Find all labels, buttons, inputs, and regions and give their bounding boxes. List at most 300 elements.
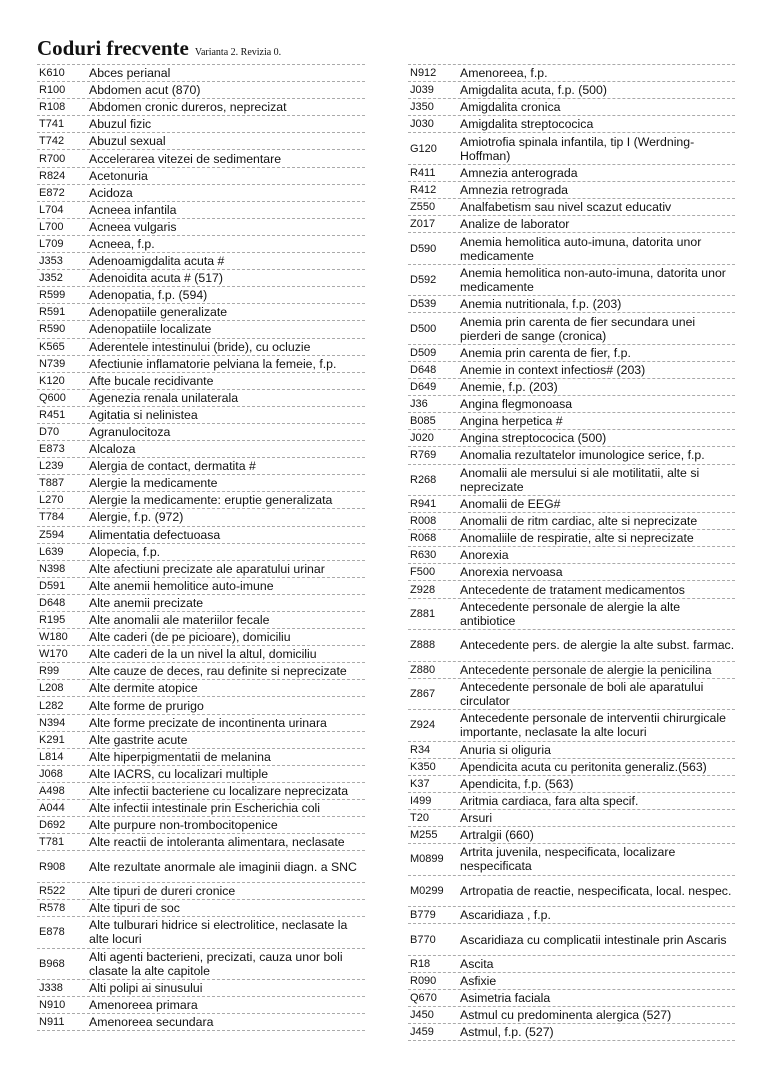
code-row — [408, 496, 735, 513]
diagnosis-code: Z928 — [410, 583, 436, 596]
diagnosis-description: Anemia hemolitica non-auto-imuna, datorita unor medicamente — [460, 266, 726, 294]
code-row — [408, 379, 735, 396]
code-row — [408, 844, 735, 876]
diagnosis-description: Astmul, f.p. (527) — [460, 1025, 554, 1040]
diagnosis-description: Anemie in context infectios# (203) — [460, 362, 646, 377]
page-subtitle: Varianta 2. Revizia 0. — [194, 47, 282, 58]
diagnosis-code: J459 — [410, 1026, 434, 1039]
code-row — [37, 150, 365, 167]
diagnosis-code: R941 — [410, 498, 437, 511]
diagnosis-code: R412 — [410, 184, 437, 197]
code-row — [37, 1014, 365, 1031]
diagnosis-description: Abdomen acut (870) — [89, 83, 201, 98]
code-row — [408, 430, 735, 447]
diagnosis-code: J36 — [410, 398, 428, 411]
diagnosis-code: R068 — [410, 532, 437, 545]
diagnosis-description: Agranulocitoza — [89, 425, 171, 440]
diagnosis-description: Alte dermite atopice — [89, 681, 198, 696]
code-row — [37, 492, 365, 509]
code-row — [37, 253, 365, 270]
diagnosis-description: Alti agenti bacterieni, precizati, cauza unor boli clasate la alte capitole — [89, 949, 343, 978]
diagnosis-description: Acetonuria — [89, 168, 148, 183]
diagnosis-code: L704 — [39, 203, 64, 216]
code-row — [37, 883, 365, 900]
code-row — [37, 458, 365, 475]
diagnosis-description: Abdomen cronic dureros, neprecizat — [89, 100, 287, 115]
code-row — [408, 82, 735, 99]
diagnosis-description: Alergie, f.p. (972) — [89, 510, 184, 525]
code-row — [408, 827, 735, 844]
diagnosis-description: Anorexia — [460, 548, 509, 563]
diagnosis-code: T784 — [39, 511, 65, 524]
diagnosis-code: D648 — [39, 596, 66, 609]
diagnosis-description: Acidoza — [89, 185, 133, 200]
diagnosis-description: Anomalii de ritm cardiac, alte si neprecizate — [460, 514, 698, 529]
diagnosis-description: Alte tulburari hidrice si electrolitice, neclasate la alte locuri — [89, 918, 348, 947]
diagnosis-description: Amigdalita cronica — [460, 100, 561, 115]
diagnosis-description: Anomaliile de respiratie, alte si neprecizate — [460, 531, 694, 546]
diagnosis-description: Antecedente personale de alergie la alte antibiotice — [460, 599, 681, 628]
code-row — [37, 304, 365, 321]
diagnosis-description: Afectiunie inflamatorie pelviana la femeie, f.p. — [89, 356, 337, 371]
code-row — [408, 759, 735, 776]
diagnosis-description: Agitatia si nelinistea — [89, 407, 198, 422]
code-row — [37, 168, 365, 185]
diagnosis-code: T887 — [39, 477, 65, 490]
diagnosis-code: M0899 — [410, 853, 444, 866]
code-row — [408, 810, 735, 827]
code-row — [408, 296, 735, 313]
diagnosis-code: Z888 — [410, 639, 436, 652]
diagnosis-description: Aderentele intestinului (bride), cu ocluzie — [89, 339, 311, 354]
diagnosis-description: Artrita juvenila, nespecificata, localizare nespecificata — [460, 845, 676, 874]
diagnosis-code: B968 — [39, 957, 65, 970]
code-row — [37, 424, 365, 441]
code-row — [408, 413, 735, 430]
code-row — [37, 321, 365, 338]
code-row — [37, 527, 365, 544]
diagnosis-description: Amigdalita streptococica — [460, 117, 594, 132]
diagnosis-code: Z867 — [410, 687, 436, 700]
diagnosis-description: Alte tipuri de soc — [89, 900, 180, 915]
code-row — [408, 216, 735, 233]
code-row — [408, 182, 735, 199]
diagnosis-code: D509 — [410, 346, 437, 359]
diagnosis-code: Z594 — [39, 528, 65, 541]
diagnosis-description: Alte cauze de deces, rau definite si neprecizate — [89, 664, 347, 679]
diagnosis-code: R008 — [410, 515, 437, 528]
diagnosis-description: Artropatia de reactie, nespecificata, local. nespec. — [460, 883, 732, 898]
diagnosis-description: Alte IACRS, cu localizari multiple — [89, 766, 269, 781]
diagnosis-description: Alte infectii intestinale prin Escherichia coli — [89, 801, 321, 816]
diagnosis-description: Anomalii de EEG# — [460, 497, 561, 512]
code-row — [408, 165, 735, 182]
diagnosis-description: Astmul cu predominenta alergica (527) — [460, 1008, 672, 1023]
diagnosis-code: K291 — [39, 733, 65, 746]
code-row — [37, 270, 365, 287]
diagnosis-description: Alte infectii bacteriene cu localizare neprecizata — [89, 783, 349, 798]
diagnosis-code: R824 — [39, 169, 66, 182]
diagnosis-description: Alte anemii precizate — [89, 595, 204, 610]
code-row — [37, 851, 365, 883]
page-title: Coduri frecvente — [37, 36, 189, 60]
code-row — [408, 599, 735, 631]
code-row — [408, 742, 735, 759]
code-row — [37, 509, 365, 526]
code-row — [408, 990, 735, 1007]
diagnosis-code: M0299 — [410, 884, 444, 897]
code-row — [37, 817, 365, 834]
diagnosis-code: R700 — [39, 152, 66, 165]
diagnosis-code: R630 — [410, 549, 437, 562]
diagnosis-description: Antecedente personale de interventii chirurgicale importante, neclasate la alte locuri — [460, 711, 726, 740]
diagnosis-description: Analfabetism sau nivel scazut educativ — [460, 200, 672, 215]
code-row — [37, 202, 365, 219]
diagnosis-code: J068 — [39, 767, 63, 780]
code-row — [408, 65, 735, 82]
diagnosis-code: Q670 — [410, 992, 437, 1005]
diagnosis-description: Amenoreea secundara — [89, 1015, 214, 1030]
diagnosis-description: Alte caderi (de pe picioare), domiciliu — [89, 630, 291, 645]
diagnosis-code: R195 — [39, 614, 66, 627]
diagnosis-description: Alte hiperpigmentatii de melanina — [89, 749, 271, 764]
code-row — [37, 949, 365, 981]
diagnosis-description: Adenopatiile generalizate — [89, 305, 228, 320]
code-row — [37, 339, 365, 356]
diagnosis-code: J352 — [39, 272, 63, 285]
diagnosis-code: D590 — [410, 242, 437, 255]
diagnosis-description: Artralgii (660) — [460, 828, 534, 843]
diagnosis-description: Abuzul fizic — [89, 117, 152, 132]
diagnosis-description: Alte anomalii ale materiilor fecale — [89, 613, 270, 628]
diagnosis-description: Alti polipi ai sinusului — [89, 981, 203, 996]
diagnosis-description: Anemia prin carenta de fier, f.p. — [460, 345, 631, 360]
diagnosis-code: L239 — [39, 460, 64, 473]
codes-list-right — [408, 64, 735, 1041]
diagnosis-code: R100 — [39, 84, 66, 97]
code-row — [408, 530, 735, 547]
code-row — [37, 917, 365, 949]
code-row — [37, 629, 365, 646]
code-row — [408, 313, 735, 345]
diagnosis-description: Alte purpure non-trombocitopenice — [89, 818, 278, 833]
diagnosis-code: J030 — [410, 118, 434, 131]
diagnosis-code: Q600 — [39, 391, 66, 404]
diagnosis-code: N739 — [39, 357, 66, 370]
code-row — [37, 544, 365, 561]
code-row — [408, 396, 735, 413]
code-row — [408, 907, 735, 924]
diagnosis-description: Amiotrofia spinala infantila, tip I (Werdning-Hoffman) — [460, 134, 695, 163]
code-row — [408, 265, 735, 297]
diagnosis-description: Abuzul sexual — [89, 134, 166, 149]
diagnosis-description: Ascita — [460, 956, 494, 971]
diagnosis-code: J039 — [410, 84, 434, 97]
diagnosis-code: E873 — [39, 443, 65, 456]
code-row — [408, 679, 735, 711]
diagnosis-code: K610 — [39, 67, 65, 80]
code-row — [408, 133, 735, 165]
diagnosis-description: Alcaloza — [89, 442, 136, 457]
diagnosis-code: B779 — [410, 909, 436, 922]
code-row — [37, 373, 365, 390]
diagnosis-description: Adenoidita acuta # (517) — [89, 271, 223, 286]
code-row — [408, 362, 735, 379]
code-row — [37, 900, 365, 917]
diagnosis-description: Alte rezultate anormale ale imaginii diagn. a SNC — [89, 859, 357, 874]
diagnosis-description: Acneea vulgaris — [89, 219, 177, 234]
code-row — [408, 581, 735, 598]
diagnosis-code: D539 — [410, 298, 437, 311]
diagnosis-description: Antecedente personale de alergie la penicilina — [460, 662, 712, 677]
diagnosis-code: D649 — [410, 381, 437, 394]
diagnosis-description: Antecedente pers. de alergie la alte subst. farmac. — [460, 638, 735, 653]
code-row — [408, 1024, 735, 1041]
diagnosis-code: Z924 — [410, 719, 436, 732]
diagnosis-code: R769 — [410, 449, 437, 462]
code-row — [408, 776, 735, 793]
diagnosis-description: Angina herpetica # — [460, 414, 563, 429]
diagnosis-code: R590 — [39, 323, 66, 336]
diagnosis-code: L639 — [39, 545, 64, 558]
code-row — [37, 356, 365, 373]
diagnosis-description: Afte bucale recidivante — [89, 373, 214, 388]
diagnosis-description: Alte anemii hemolitice auto-imune — [89, 578, 274, 593]
diagnosis-code: L282 — [39, 699, 64, 712]
code-row — [408, 513, 735, 530]
diagnosis-description: Angina flegmonoasa — [460, 397, 573, 412]
diagnosis-code: I499 — [410, 794, 432, 807]
diagnosis-description: Anuria si oliguria — [460, 742, 551, 757]
diagnosis-code: L709 — [39, 237, 64, 250]
diagnosis-code: J338 — [39, 982, 63, 995]
diagnosis-description: Amnezia anterograda — [460, 165, 578, 180]
diagnosis-code: A044 — [39, 802, 65, 815]
diagnosis-description: Asimetria faciala — [460, 991, 551, 1006]
diagnosis-description: Anorexia nervoasa — [460, 565, 563, 580]
diagnosis-code: R99 — [39, 665, 60, 678]
diagnosis-code: T741 — [39, 118, 65, 131]
code-row — [408, 233, 735, 265]
diagnosis-description: Amnezia retrograda — [460, 183, 568, 198]
diagnosis-code: D648 — [410, 363, 437, 376]
code-row — [37, 732, 365, 749]
diagnosis-code: R268 — [410, 473, 437, 486]
diagnosis-code: T781 — [39, 836, 65, 849]
diagnosis-code: D500 — [410, 322, 437, 335]
diagnosis-description: Amenoreea, f.p. — [460, 66, 548, 81]
diagnosis-description: Analize de laborator — [460, 217, 570, 232]
diagnosis-description: Antecedente personale de boli ale aparatului circulator — [460, 679, 704, 708]
code-row — [37, 997, 365, 1014]
diagnosis-code: L700 — [39, 220, 64, 233]
diagnosis-description: Alergie la medicamente: eruptie generalizata — [89, 493, 333, 508]
code-row — [408, 547, 735, 564]
diagnosis-description: Amigdalita acuta, f.p. (500) — [460, 83, 607, 98]
diagnosis-code: L270 — [39, 494, 64, 507]
diagnosis-description: Adenopatiile localizate — [89, 322, 212, 337]
diagnosis-code: R599 — [39, 289, 66, 302]
code-row — [37, 578, 365, 595]
code-row — [37, 82, 365, 99]
diagnosis-description: Amenoreea primara — [89, 998, 198, 1013]
diagnosis-code: D70 — [39, 426, 60, 439]
codes-list-left — [37, 64, 365, 1031]
code-row — [408, 99, 735, 116]
diagnosis-description: Alte gastrite acute — [89, 732, 188, 747]
diagnosis-description: Anemie, f.p. (203) — [460, 380, 558, 395]
code-row — [37, 680, 365, 697]
code-row — [37, 561, 365, 578]
diagnosis-code: W180 — [39, 631, 68, 644]
code-row — [37, 663, 365, 680]
diagnosis-code: D692 — [39, 819, 66, 832]
diagnosis-code: E878 — [39, 926, 65, 939]
code-row — [37, 287, 365, 304]
diagnosis-code: E872 — [39, 186, 65, 199]
diagnosis-code: K350 — [410, 760, 436, 773]
diagnosis-description: Agenezia renala unilaterala — [89, 390, 239, 405]
diagnosis-code: Z550 — [410, 201, 436, 214]
code-row — [37, 116, 365, 133]
diagnosis-code: J350 — [410, 101, 434, 114]
diagnosis-code: F500 — [410, 566, 436, 579]
code-row — [37, 800, 365, 817]
diagnosis-code: D592 — [410, 274, 437, 286]
diagnosis-code: R108 — [39, 101, 66, 114]
diagnosis-description: Anemia prin carenta de fier secundara unei pierderi de sange (cronica) — [460, 314, 696, 343]
code-row — [408, 793, 735, 810]
diagnosis-code: R411 — [410, 166, 436, 179]
diagnosis-description: Acneea infantila — [89, 202, 177, 217]
diagnosis-code: A498 — [39, 784, 65, 797]
code-row — [37, 783, 365, 800]
code-row — [408, 116, 735, 133]
diagnosis-code: W170 — [39, 648, 68, 661]
diagnosis-description: Abces perianal — [89, 66, 171, 81]
code-row — [408, 924, 735, 956]
diagnosis-description: Adenoamigdalita acuta # — [89, 254, 225, 269]
diagnosis-description: Anemia hemolitica auto-imuna, datorita unor medicamente — [460, 234, 702, 263]
diagnosis-code: Z017 — [410, 218, 436, 231]
code-row — [37, 185, 365, 202]
diagnosis-code: J450 — [410, 1009, 434, 1022]
diagnosis-description: Ascaridiaza , f.p. — [460, 908, 551, 923]
code-row — [408, 973, 735, 990]
code-row — [408, 956, 735, 973]
diagnosis-code: R591 — [39, 306, 66, 319]
diagnosis-code: D591 — [39, 579, 66, 592]
code-row — [37, 980, 365, 997]
diagnosis-description: Accelerarea vitezei de sedimentare — [89, 151, 282, 166]
diagnosis-description: Apendicita acuta cu peritonita generaliz.(563) — [460, 759, 707, 774]
diagnosis-code: G120 — [410, 142, 437, 155]
diagnosis-code: N398 — [39, 562, 66, 575]
diagnosis-description: Alergie la medicamente — [89, 476, 218, 491]
diagnosis-description: Asfixie — [460, 973, 497, 988]
diagnosis-code: N910 — [39, 999, 66, 1012]
diagnosis-description: Alimentatia defectuoasa — [89, 527, 221, 542]
code-row — [408, 710, 735, 742]
diagnosis-code: Z881 — [410, 607, 436, 620]
diagnosis-code: L208 — [39, 682, 64, 695]
diagnosis-description: Apendicita, f.p. (563) — [460, 776, 574, 791]
diagnosis-code: J353 — [39, 255, 63, 268]
diagnosis-description: Alergia de contact, dermatita # — [89, 459, 256, 474]
diagnosis-description: Alte reactii de intoleranta alimentara, neclasate — [89, 835, 345, 850]
code-row — [37, 697, 365, 714]
diagnosis-code: T742 — [39, 135, 65, 148]
diagnosis-code: R522 — [39, 884, 66, 897]
diagnosis-code: K120 — [39, 374, 65, 387]
code-row — [37, 99, 365, 116]
diagnosis-code: Z880 — [410, 663, 436, 676]
code-row — [37, 715, 365, 732]
code-row — [37, 133, 365, 150]
diagnosis-code: R090 — [410, 974, 437, 987]
diagnosis-code: T20 — [410, 812, 429, 825]
diagnosis-description: Alte tipuri de dureri cronice — [89, 883, 236, 898]
diagnosis-description: Alte forme de prurigo — [89, 698, 204, 713]
diagnosis-code: K565 — [39, 340, 65, 353]
diagnosis-code: R908 — [39, 860, 66, 873]
diagnosis-description: Ascaridiaza cu complicatii intestinale prin Ascaris — [460, 932, 727, 947]
diagnosis-code: R578 — [39, 901, 66, 914]
code-row — [37, 390, 365, 407]
code-row — [408, 465, 735, 497]
diagnosis-code: B085 — [410, 415, 436, 428]
diagnosis-description: Aritmia cardiaca, fara alta specif. — [460, 793, 639, 808]
diagnosis-description: Antecedente de tratament medicamentos — [460, 582, 685, 597]
diagnosis-description: Acneea, f.p. — [89, 236, 155, 251]
code-row — [37, 219, 365, 236]
code-row — [37, 236, 365, 253]
diagnosis-description: Anomalia rezultatelor imunologice serice, f.p. — [460, 448, 705, 463]
diagnosis-description: Anemia nutritionala, f.p. (203) — [460, 297, 622, 312]
diagnosis-code: L814 — [39, 750, 64, 763]
diagnosis-description: Anomalii ale mersului si ale motilitatii, alte si neprecizate — [460, 465, 700, 494]
diagnosis-description: Alte caderi de la un nivel la altul, domiciliu — [89, 647, 317, 662]
diagnosis-code: N911 — [39, 1016, 65, 1029]
diagnosis-code: R18 — [410, 957, 431, 970]
code-row — [408, 447, 735, 464]
diagnosis-code: K37 — [410, 777, 430, 790]
code-row — [408, 564, 735, 581]
code-row — [408, 1007, 735, 1024]
code-row — [37, 475, 365, 492]
diagnosis-description: Alte forme precizate de incontinenta urinara — [89, 715, 327, 730]
diagnosis-description: Alopecia, f.p. — [89, 544, 161, 559]
code-row — [37, 407, 365, 424]
code-row — [37, 834, 365, 851]
code-row — [408, 199, 735, 216]
diagnosis-code: B770 — [410, 933, 436, 946]
diagnosis-description: Angina streptococica (500) — [460, 431, 607, 446]
code-row — [408, 876, 735, 908]
document-header — [37, 36, 281, 61]
code-row — [408, 662, 735, 679]
code-row — [37, 612, 365, 629]
diagnosis-code: J020 — [410, 432, 434, 445]
diagnosis-description: Adenopatia, f.p. (594) — [89, 288, 208, 303]
diagnosis-description: Alte afectiuni precizate ale aparatului urinar — [89, 561, 325, 576]
code-row — [37, 749, 365, 766]
code-row — [37, 766, 365, 783]
diagnosis-code: R451 — [39, 408, 66, 421]
code-row — [408, 345, 735, 362]
diagnosis-code: M255 — [410, 829, 438, 842]
diagnosis-code: R34 — [410, 743, 431, 756]
